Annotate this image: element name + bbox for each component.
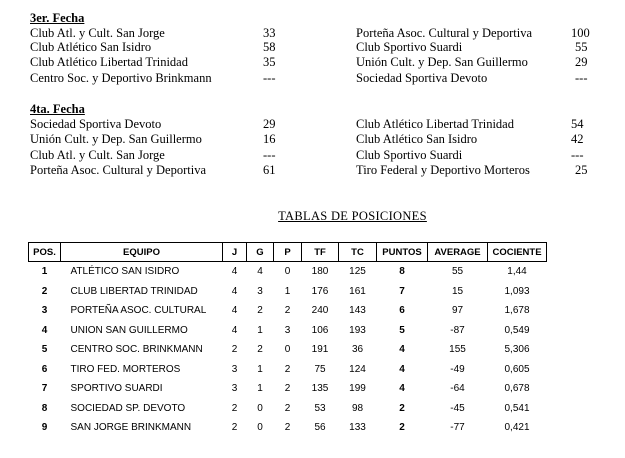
col-tc-header: TC — [339, 243, 377, 262]
cell-p: 2 — [284, 305, 291, 317]
home-score: 16 — [263, 132, 276, 146]
cell-cociente: 0,541 — [504, 402, 530, 414]
cell-j: 2 — [231, 402, 238, 414]
fecha3-title: 3er. Fecha — [30, 11, 85, 25]
cell-tf: 135 — [311, 383, 329, 395]
cell-tc: 143 — [349, 305, 366, 317]
table-row — [29, 360, 547, 380]
cell-tf: 106 — [311, 324, 329, 336]
cell-cociente: 0,605 — [504, 363, 530, 375]
away-score: 55 — [575, 40, 588, 54]
home-score: 61 — [263, 163, 276, 177]
cell-puntos: 5 — [399, 324, 405, 336]
away-team: Porteña Asoc. Cultural y Deportiva — [356, 26, 533, 40]
cell-cociente: 1,44 — [507, 266, 527, 278]
cell-puntos: 2 — [399, 422, 405, 434]
col-tf-header: TF — [302, 243, 339, 262]
cell-p: 2 — [284, 383, 291, 395]
cell-p: 2 — [284, 402, 291, 414]
cell-p: 3 — [284, 324, 291, 336]
away-score: 25 — [575, 163, 588, 177]
cell-j: 2 — [231, 422, 238, 434]
col-g-header: G — [247, 243, 274, 262]
cell-pos: 6 — [41, 363, 48, 375]
cell-g: 0 — [257, 422, 263, 434]
cell-tc: 125 — [349, 266, 366, 278]
cell-equipo: SOCIEDAD SP. DEVOTO — [70, 402, 186, 414]
cell-j: 4 — [231, 285, 238, 297]
away-team: Club Sportivo Suardi — [356, 148, 463, 162]
cell-puntos: 4 — [399, 344, 405, 356]
table-row — [29, 321, 547, 341]
cell-g: 3 — [257, 285, 263, 297]
standings-table — [28, 242, 547, 438]
cell-pos: 5 — [41, 344, 48, 356]
cell-g: 1 — [257, 363, 263, 375]
cell-tf: 75 — [314, 363, 326, 375]
cell-average: 97 — [451, 305, 464, 317]
cell-p: 2 — [284, 363, 291, 375]
away-score: 42 — [571, 132, 584, 146]
cell-puntos: 2 — [399, 402, 405, 414]
table-row — [29, 399, 547, 419]
cell-average: -87 — [450, 324, 465, 336]
cell-tf: 180 — [311, 266, 329, 278]
cell-average: -77 — [450, 422, 465, 434]
home-team: Club Atl. y Cult. San Jorge — [30, 148, 165, 162]
cell-puntos: 7 — [399, 285, 405, 297]
cell-pos: 1 — [41, 266, 48, 278]
table-row — [29, 379, 547, 399]
cell-equipo: SAN JORGE BRINKMANN — [70, 422, 192, 434]
cell-average: 55 — [451, 266, 464, 278]
col-p-header: P — [274, 243, 302, 262]
cell-equipo: CENTRO SOC. BRINKMANN — [70, 344, 203, 356]
cell-puntos: 8 — [399, 266, 405, 278]
cell-j: 4 — [231, 324, 238, 336]
cell-tc: 193 — [349, 324, 366, 336]
cell-tf: 176 — [311, 285, 329, 297]
cell-tc: 98 — [351, 402, 364, 414]
col-j-header: J — [223, 243, 247, 262]
cell-equipo: TIRO FED. MORTEROS — [70, 363, 181, 375]
cell-g: 0 — [257, 402, 263, 414]
away-team: Tiro Federal y Deportivo Morteros — [356, 163, 530, 177]
cell-tf: 53 — [314, 402, 326, 414]
cell-cociente: 1,093 — [504, 285, 530, 297]
cell-pos: 8 — [41, 402, 48, 414]
cell-p: 2 — [284, 422, 291, 434]
away-score: 54 — [571, 117, 584, 131]
cell-j: 4 — [231, 305, 238, 317]
cell-cociente: 0,421 — [504, 422, 530, 434]
table-row — [29, 282, 547, 302]
cell-average: -49 — [450, 363, 465, 375]
col-average-header: AVERAGE — [428, 243, 488, 262]
table-row — [29, 262, 547, 282]
cell-p: 0 — [284, 344, 291, 356]
table-row — [29, 340, 547, 360]
cell-equipo: PORTEÑA ASOC. CULTURAL — [70, 305, 207, 317]
home-team: Club Atl. y Cult. San Jorge — [30, 26, 165, 40]
home-team: Sociedad Sportiva Devoto — [30, 117, 162, 131]
col-equipo-header: EQUIPO — [61, 243, 223, 262]
home-score: 35 — [263, 55, 276, 69]
cell-pos: 9 — [41, 422, 48, 434]
col-pos-header: POS. — [29, 243, 61, 262]
fecha4-title: 4ta. Fecha — [30, 102, 85, 116]
home-team: Club Atlético Libertad Trinidad — [30, 55, 188, 69]
cell-puntos: 4 — [399, 363, 405, 375]
cell-j: 3 — [231, 363, 238, 375]
home-score: 58 — [263, 40, 276, 54]
away-team: Unión Cult. y Dep. San Guillermo — [356, 55, 528, 69]
cell-cociente: 5,306 — [504, 344, 530, 356]
table-row — [29, 418, 547, 438]
cell-tc: 199 — [349, 383, 366, 395]
home-team: Club Atlético San Isidro — [30, 40, 152, 54]
col-puntos-header: PUNTOS — [377, 243, 428, 262]
away-score: 29 — [575, 55, 588, 69]
cell-p: 1 — [284, 285, 291, 297]
cell-puntos: 6 — [399, 305, 405, 317]
home-score: --- — [263, 148, 276, 162]
home-score: --- — [263, 71, 276, 85]
away-team: Club Atlético Libertad Trinidad — [356, 117, 514, 131]
cell-average: -45 — [450, 402, 465, 414]
cell-cociente: 0,678 — [504, 383, 530, 395]
cell-equipo: SPORTIVO SUARDI — [70, 383, 163, 395]
cell-pos: 7 — [41, 383, 48, 395]
cell-tc: 36 — [351, 344, 364, 356]
cell-pos: 2 — [41, 285, 48, 297]
away-team: Club Sportivo Suardi — [356, 40, 463, 54]
home-team: Centro Soc. y Deportivo Brinkmann — [30, 71, 212, 85]
home-score: 29 — [263, 117, 276, 131]
home-score: 33 — [263, 26, 276, 40]
cell-average: -64 — [450, 383, 465, 395]
cell-equipo: CLUB LIBERTAD TRINIDAD — [70, 285, 198, 297]
cell-j: 4 — [231, 266, 238, 278]
cell-p: 0 — [284, 266, 291, 278]
table-row — [29, 301, 547, 321]
cell-average: 155 — [449, 344, 466, 356]
cell-g: 2 — [257, 344, 263, 356]
cell-g: 4 — [257, 266, 263, 278]
cell-g: 1 — [257, 383, 263, 395]
home-team: Unión Cult. y Dep. San Guillermo — [30, 132, 202, 146]
cell-equipo: ATLÉTICO SAN ISIDRO — [70, 266, 180, 278]
cell-pos: 4 — [41, 324, 48, 336]
cell-tc: 133 — [349, 422, 366, 434]
away-score: --- — [575, 71, 588, 85]
cell-tc: 124 — [349, 363, 366, 375]
cell-j: 2 — [231, 344, 238, 356]
standings-title: TABLAS DE POSICIONES — [278, 209, 427, 223]
table-header-row — [29, 243, 547, 262]
cell-pos: 3 — [41, 305, 48, 317]
cell-puntos: 4 — [399, 383, 405, 395]
away-score: --- — [571, 148, 584, 162]
cell-average: 15 — [451, 285, 464, 297]
away-team: Sociedad Sportiva Devoto — [356, 71, 488, 85]
cell-tf: 191 — [311, 344, 329, 356]
cell-tf: 240 — [311, 305, 329, 317]
standings-body — [29, 262, 547, 438]
cell-cociente: 1,678 — [504, 305, 530, 317]
home-team: Porteña Asoc. Cultural y Deportiva — [30, 163, 207, 177]
cell-tf: 56 — [314, 422, 326, 434]
cell-cociente: 0,549 — [504, 324, 530, 336]
col-cociente-header: COCIENTE — [488, 243, 547, 262]
away-score: 100 — [571, 26, 590, 40]
cell-tc: 161 — [349, 285, 366, 297]
away-team: Club Atlético San Isidro — [356, 132, 478, 146]
cell-equipo: UNION SAN GUILLERMO — [70, 324, 188, 336]
cell-j: 3 — [231, 383, 238, 395]
cell-g: 2 — [257, 305, 263, 317]
cell-g: 1 — [257, 324, 263, 336]
